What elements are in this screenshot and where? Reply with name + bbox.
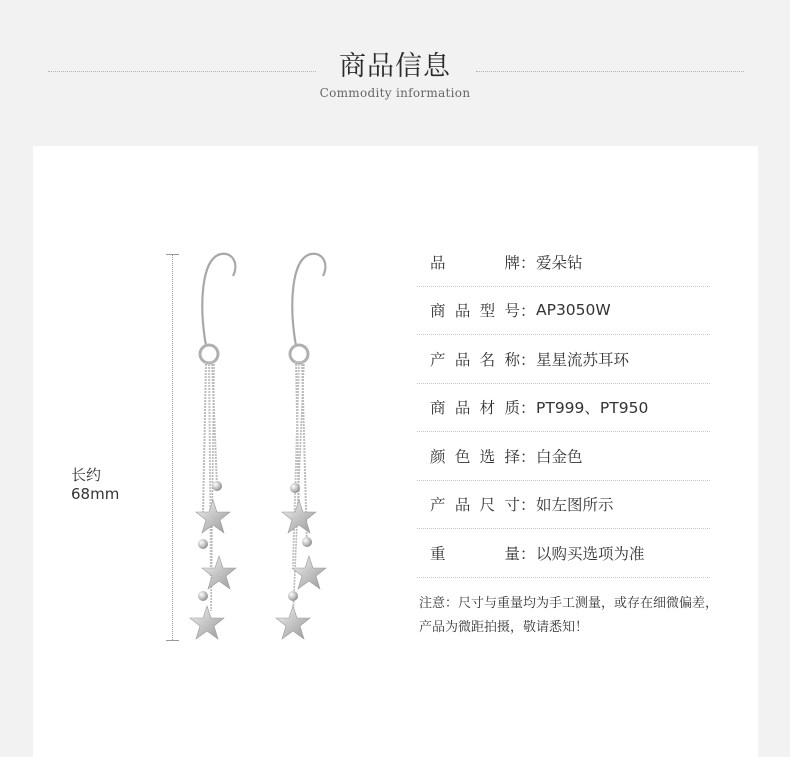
disclaimer-note: 注意：尺寸与重量均为手工测量，或存在细微偏差，产品为微距拍摄，敬请悉知！	[419, 596, 719, 635]
section-subtitle: Commodity information	[319, 86, 471, 100]
measure-cap-bottom	[166, 640, 179, 641]
section-title: 商品信息	[339, 51, 451, 82]
spec-key: 产品名称	[430, 350, 520, 369]
measure-line	[172, 254, 173, 640]
spec-value: PT999、PT950	[536, 399, 649, 418]
spec-key: 产品尺寸	[430, 496, 520, 515]
product-info-panel	[33, 146, 758, 757]
earrings-illustration	[181, 246, 341, 646]
spec-colon: ：	[520, 447, 536, 466]
spec-row-model	[417, 287, 710, 336]
spec-value: 如左图所示	[536, 496, 614, 515]
spec-key: 重量	[430, 544, 520, 563]
length-label: 长约68mm	[71, 466, 120, 503]
section-header	[0, 0, 790, 140]
product-image	[181, 246, 341, 646]
spec-colon: ：	[520, 350, 536, 369]
spec-key: 商品型号	[430, 302, 520, 321]
spec-value: 以购买选项为准	[536, 544, 645, 563]
spec-value: 星星流苏耳环	[536, 350, 630, 369]
spec-value: 爱朵钻	[536, 253, 583, 272]
spec-colon: ：	[520, 496, 536, 515]
earring-left	[190, 254, 236, 639]
spec-colon: ：	[520, 399, 536, 418]
spec-key: 颜色选择	[430, 447, 520, 466]
spec-table	[417, 238, 710, 578]
spec-row-brand	[417, 238, 710, 287]
spec-row-color	[417, 432, 710, 481]
spec-row-weight	[417, 529, 710, 578]
spec-colon: ：	[520, 253, 536, 272]
spec-value: AP3050W	[536, 301, 611, 320]
spec-row-size	[417, 481, 710, 530]
spec-key: 商品材质	[430, 399, 520, 418]
spec-colon: ：	[520, 544, 536, 563]
spec-row-material	[417, 384, 710, 433]
spec-colon: ：	[520, 302, 536, 321]
earring-right	[276, 254, 326, 639]
header-divider-right	[476, 71, 744, 72]
spec-key: 品牌	[430, 253, 520, 272]
spec-row-name	[417, 335, 710, 384]
spec-value: 白金色	[536, 447, 583, 466]
